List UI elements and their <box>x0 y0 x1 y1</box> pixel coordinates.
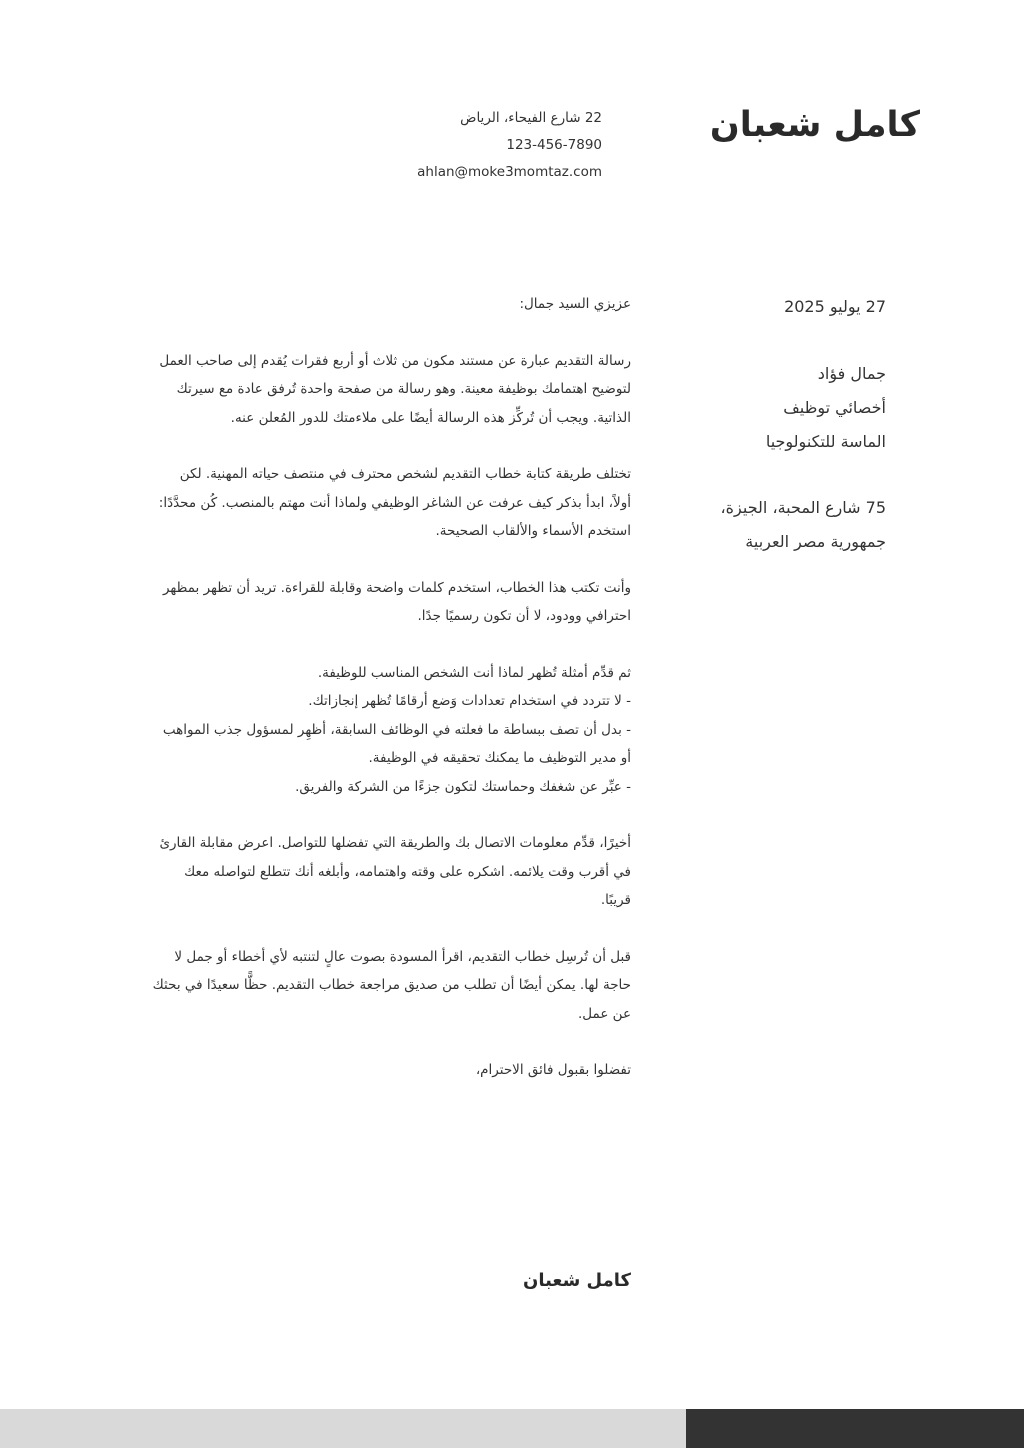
letter-line: رسالة التقديم عبارة عن مستند مكون من ثلاث أو أربع فقرات يُقدم إلى صاحب العمل <box>159 352 631 369</box>
letter-paragraph <box>101 460 631 546</box>
letter-paragraph <box>101 347 631 433</box>
letter-body <box>101 290 631 1113</box>
letter-paragraph <box>101 574 631 631</box>
letter-paragraph <box>101 829 631 915</box>
recipient-name: جمال فؤاد <box>817 364 886 383</box>
footer-bar-dark <box>686 1409 1024 1448</box>
letter-date: 27 يوليو 2025 <box>784 297 886 316</box>
letter-line: حاجة لها. يمكن أيضًا أن تطلب من صديق مراجعة خطاب التقديم. حظًّا سعيدًا في بحثك <box>152 977 631 993</box>
recipient-title: أخصائي توظيف <box>783 398 886 417</box>
letter-line: قريبًا. <box>600 892 631 908</box>
recipient-address <box>686 491 886 559</box>
letter-line: وأنت تكتب هذا الخطاب، استخدم كلمات واضحة وقابلة للقراءة. تريد أن تظهر بمظهر <box>162 579 631 596</box>
recipient-address-line: 75 شارع المحبة، الجيزة، <box>720 498 886 517</box>
sender-phone: 123-456-7890 <box>506 137 602 153</box>
letter-line: أخيرًا، قدِّم معلومات الاتصال بك والطريقة التي تفضلها للتواصل. اعرض مقابلة القارئ <box>159 835 631 851</box>
sender-address: 22 شارع الفيحاء، الرياض <box>460 110 602 126</box>
contact-info <box>302 105 602 186</box>
letter-greeting: عزيزي السيد جمال: <box>519 296 631 312</box>
signature-name: كامل شعبان <box>522 1270 631 1291</box>
letter-paragraph <box>101 943 631 1029</box>
letter-line: في أقرب وقت يلائمه. اشكره على وقته واهتمامه، وأبلغه أنك تتطلع لتواصله معك <box>184 863 631 880</box>
sender-email[interactable]: ahlan@moke3momtaz.com <box>417 164 602 180</box>
letter-line: تفضلوا بقبول فائق الاحترام، <box>475 1062 631 1078</box>
letter-line: - بدل أن تصف ببساطة ما فعلته في الوظائف السابقة، أظهِر لمسؤول جذب المواهب <box>162 721 631 738</box>
letter-line: استخدم الأسماء والألقاب الصحيحة. <box>435 523 631 539</box>
letter-line: قبل أن تُرسِل خطاب التقديم، اقرأ المسودة بصوت عالٍ لتنتبه لأي أخطاء أو جمل لا <box>174 948 631 965</box>
letter-line: - عبِّر عن شغفك وحماستك لتكون جزءًا من الشركة والفريق. <box>295 778 631 795</box>
letter-line: تختلف طريقة كتابة خطاب التقديم لشخص محترف في منتصف حياته المهنية. لكن <box>179 466 631 482</box>
recipient-company: الماسة للتكنولوجيا <box>765 432 886 451</box>
letter-line: أو مدير التوظيف ما يمكنك تحقيقه في الوظيفة. <box>368 750 631 766</box>
recipient-block <box>686 357 886 459</box>
letter-closing <box>101 1056 631 1085</box>
letter-paragraph <box>101 659 631 802</box>
letter-line: لتوضيح اهتمامك بوظيفة معينة. وهو رسالة من صفحة واحدة تُرفق عادة مع سيرتك <box>176 381 631 397</box>
letter-line: ثم قدِّم أمثلة تُظهر لماذا أنت الشخص المناسب للوظيفة. <box>317 664 631 681</box>
letter-line: الذاتية. ويجب أن تُركِّز هذه الرسالة أيضًا على ملاءمتك للدور المُعلن عنه. <box>230 409 631 426</box>
sender-name: كامل شعبان <box>709 105 920 145</box>
letter-line: أولاً، ابدأ بذكر كيف عرفت عن الشاغر الوظيفي ولماذا أنت مهتم بالمنصب. كُن محدَّدًا: <box>158 494 631 511</box>
footer-bar-light <box>0 1409 686 1448</box>
recipient-address-line: جمهورية مصر العربية <box>745 532 886 551</box>
letter-line: احترافي وودود، لا أن تكون رسميًا جدًا. <box>417 608 631 624</box>
letter-line: عن عمل. <box>578 1005 631 1022</box>
letter-line: - لا تتردد في استخدام تعدادات وَضع أرقامًا تُظهر إنجازاتك. <box>308 693 631 709</box>
